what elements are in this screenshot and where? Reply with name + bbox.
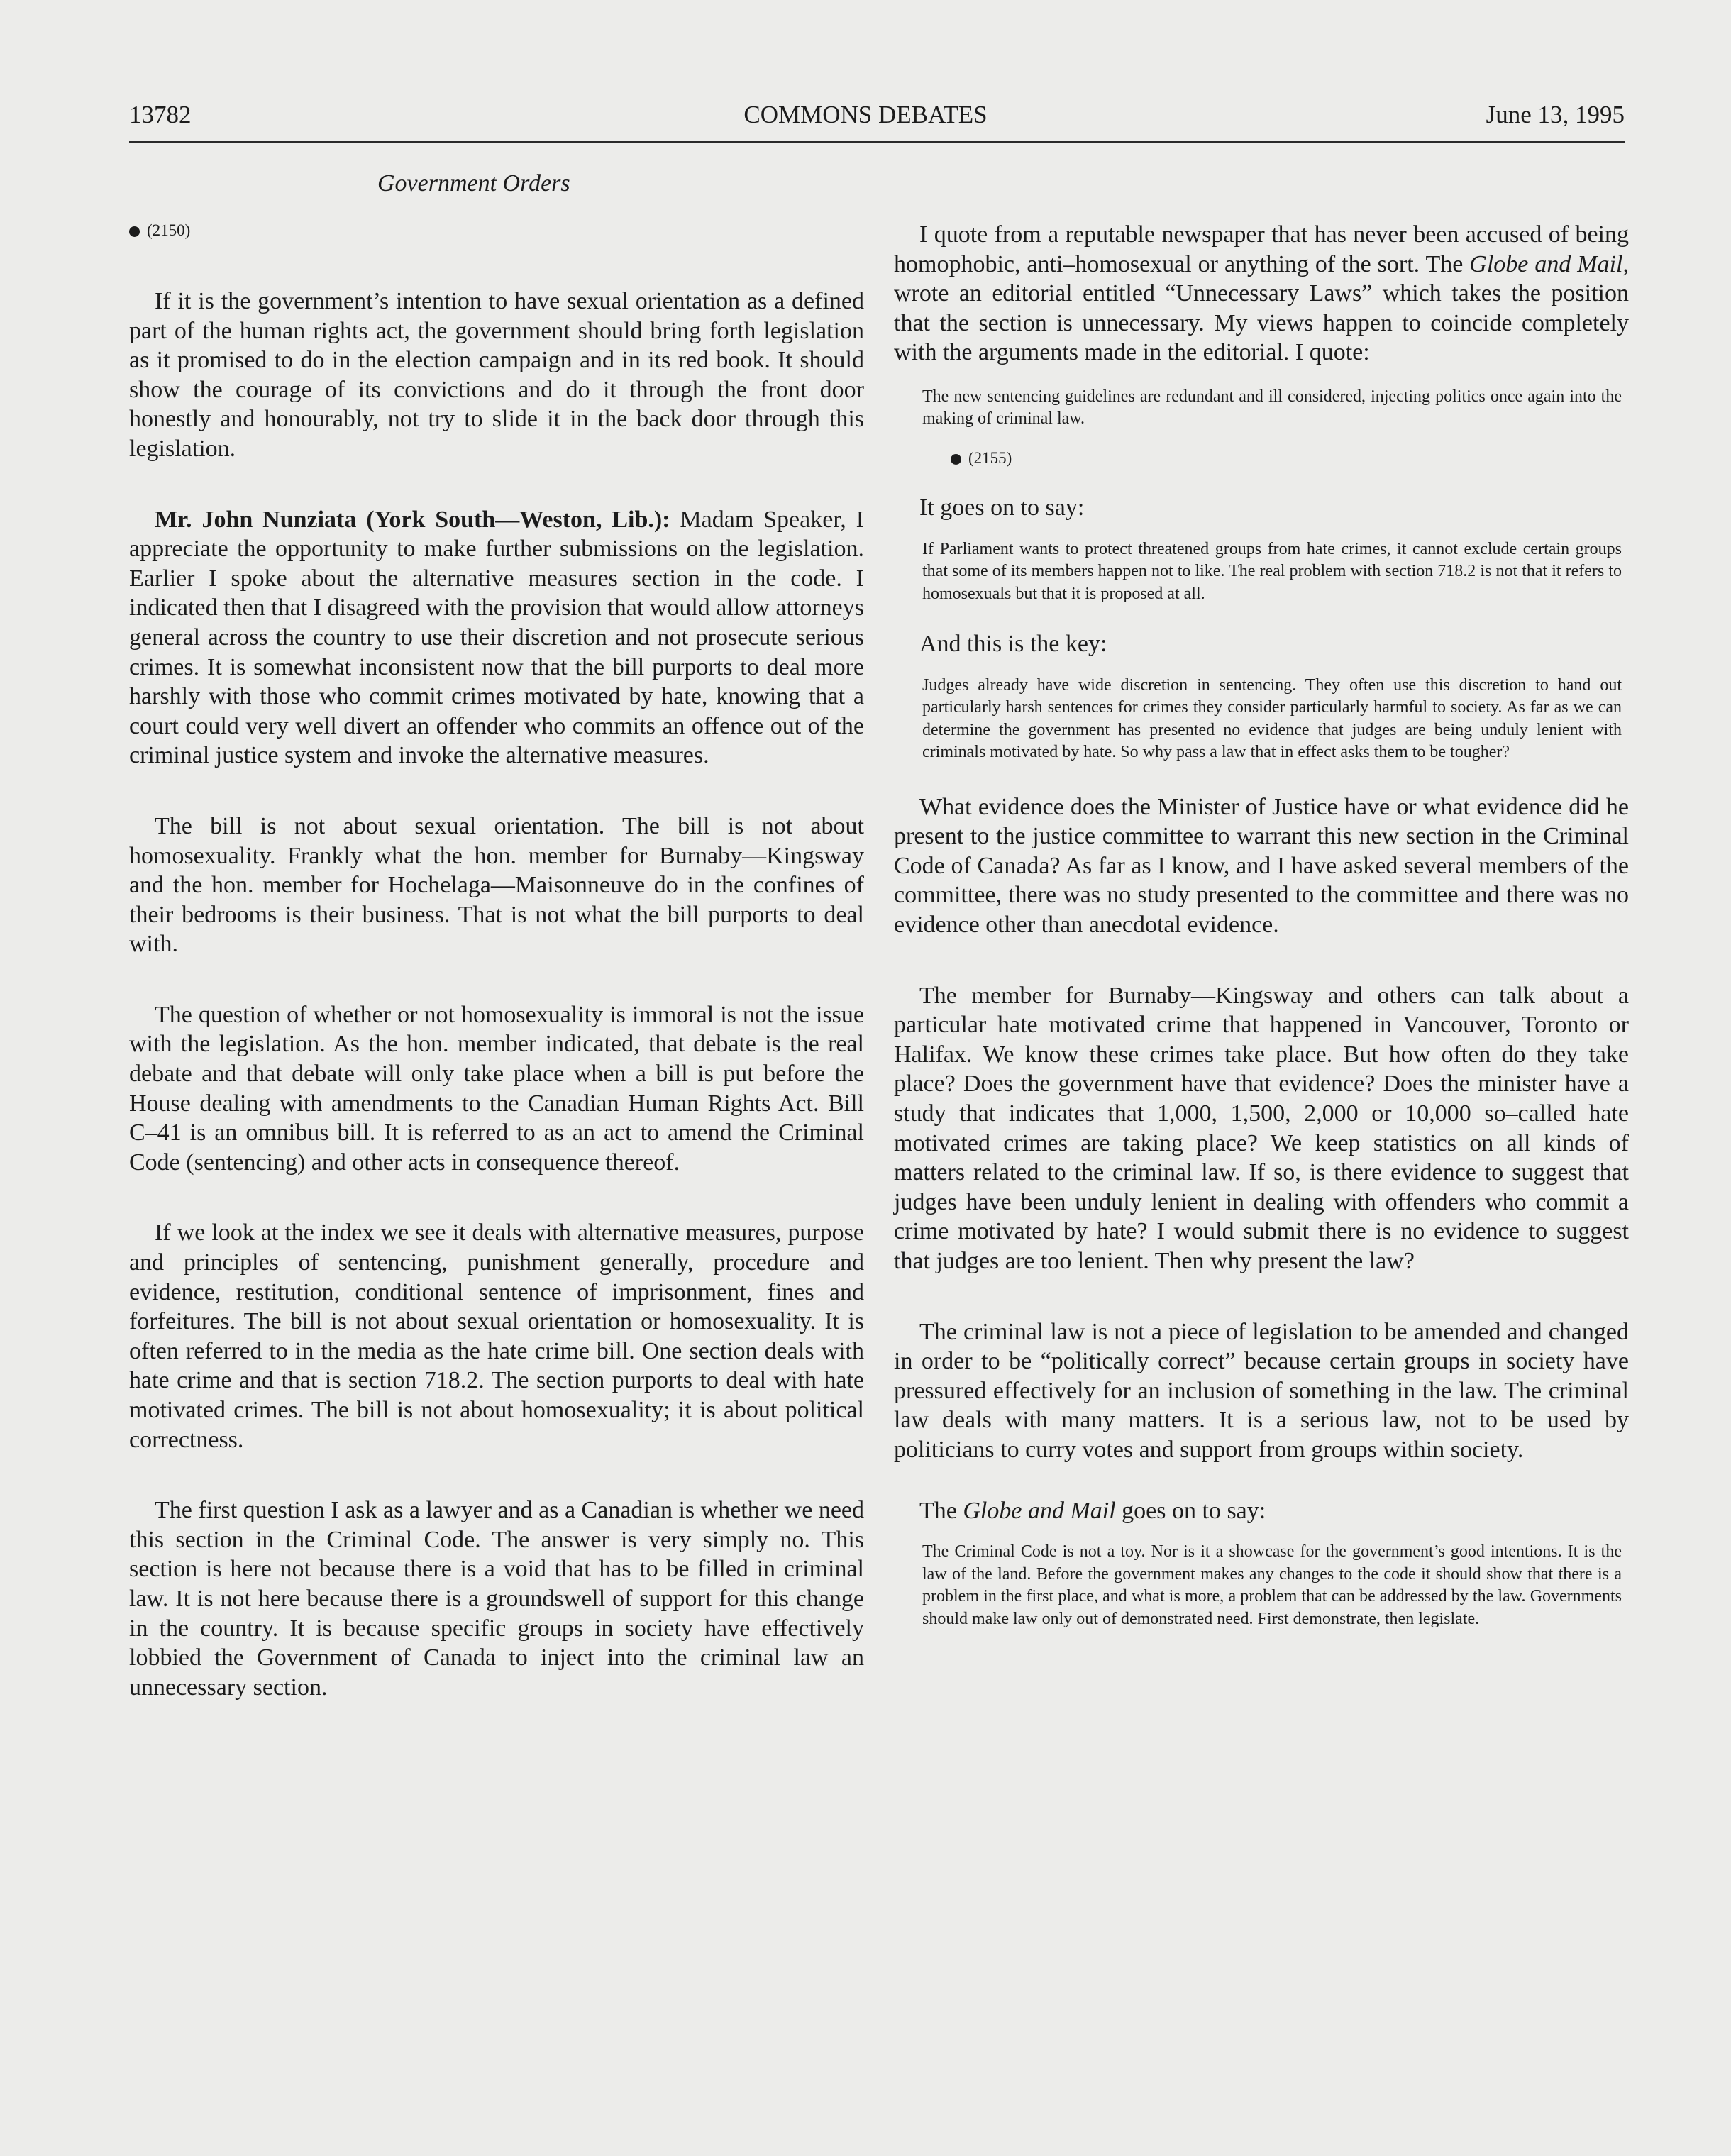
block-quote: If Parliament wants to protect threatened groups from hate crimes, it cannot exclude certain groups that some of its members happen not to like. The real problem with section 718.2 is not that it refers to homosexuals but that it is proposed at all. (922, 539, 1622, 603)
time-marker-2155 (951, 448, 1629, 469)
paragraph: The member for Burnaby—Kingsway and others can talk about a particular hate motivated crime that happened in Vancouver, Toronto or Halifax. We know these crimes take place. But how often do they take place? Does the government have that evidence? Does the minister have a study that indicates that 1,000, 1,500, 2,000 or 10,000 so–called hate motivated crimes are taking place? We keep statistics on all kinds of matters related to the criminal law. If so, is there evidence to suggest that judges have been unduly lenient in dealing with offenders who commit a crime motivated by hate? I would submit there is no evidence to suggest that judges are too lenient. Then why present the law? (894, 982, 1629, 1274)
block-quote: Judges already have wide discretion in sentencing. They often use this discretion to hand out particularly harsh sentences for crimes they consider particularly harmful to society. As far as we can determine the government has presented no evidence that judges are being unduly lenient with criminals motivated by hate. So why pass a law that in effect asks them to be tougher? (922, 675, 1622, 762)
paragraph: If we look at the index we see it deals with alternative measures, purpose and principles of sentencing, punishment generally, procedure and evidence, restitution, conditional sentence of imprisonment, fines and forfeitures. The bill is not about sexual orientation or homosexuality. It is often referred to in the media as the hate crime bill. One section deals with hate crime and that is section 718.2. The section purports to deal with hate motivated crimes. The bill is not about homosexuality; it is about political correctness. (129, 1220, 864, 1453)
text-run: goes on to say: (1115, 1497, 1266, 1524)
paragraph: The criminal law is not a piece of legislation to be amended and changed in order to be “politically correct” because certain groups in society have pressured effectively for an inclusion of something in the law. The criminal law deals with many matters. It is a serious law, not to be used by politicians to curry votes and support from groups within society. (894, 1318, 1629, 1463)
bullet-icon (951, 454, 961, 465)
speech-text: Madam Speaker, I appreciate the opportunity to make further submissions on the legislation. Earlier I spoke about the alternative measures section in the code. I indicated then that I disagreed with the provision that would allow attorneys general across the country to use their discretion and not prosecute serious crimes. It is somewhat inconsistent now that the bill purports to deal more harshly with those who commit crimes motivated by hate, knowing that a court could very well divert an offender who commits an offence out of the criminal justice system and invoke the alternative measures. (129, 506, 864, 769)
newspaper-name: Globe and Mail (963, 1497, 1116, 1524)
lead-in: It goes on to say: (919, 494, 1085, 521)
newspaper-name: Globe and Mail, (1469, 250, 1630, 277)
page-number: 13782 (129, 101, 192, 128)
paragraph: The first question I ask as a lawyer and as a Canadian is whether we need this section in the Criminal Code. The answer is very simply no. This section is here not because there is a void that has to be filled in criminal law. It is not here because there is a groundswell of support for this change in the country. It is because specific groups in society have effectively lobbied the Government of Canada to inject into the criminal law an unnecessary section. (129, 1497, 864, 1701)
lead-in: And this is the key: (919, 631, 1107, 658)
left-column (129, 220, 864, 1702)
header-rule (129, 141, 1625, 143)
section-title: Government Orders (377, 170, 570, 197)
block-quote: The Criminal Code is not a toy. Nor is it a showcase for the government’s good intentions. It is the law of the land. Before the government makes any changes to the code it should show that there is a problem in the first place, and what is more, a problem that can be addressed by the law. Governments should make law only out of demonstrated need. First demonstrate, then legislate. (922, 1542, 1622, 1628)
publication-title: COMMONS DEBATES (743, 101, 988, 128)
text-run: The (919, 1497, 963, 1524)
text-run: wrote an editorial entitled “Unnecessary Laws” which takes the position that the section is unnecessary. My views happen to coincide completely with the arguments made in the editorial. I quote: (894, 280, 1629, 366)
time-marker-2150 (129, 220, 864, 241)
text-run: I quote from a reputable newspaper that has never been accused of being homophobic, anti–homosexual or anything of the sort. The (894, 221, 1629, 277)
publication-title-wrap (0, 101, 1731, 129)
paragraph: What evidence does the Minister of Justice have or what evidence did he present to the justice committee to warrant this new section in the Criminal Code of Canada? As far as I know, and I have asked several members of the committee, there was no study presented to the committee and there was no evidence other than anecdotal evidence. (894, 793, 1629, 939)
lead-in (894, 1496, 1629, 1526)
paragraph-speaker (129, 505, 864, 770)
time-marker-label: (2155) (968, 448, 1012, 467)
paragraph: The question of whether or not homosexuality is immoral is not the issue with the legislation. As the hon. member indicated, that debate is the real debate and that debate will only take place when a bill is put before the House dealing with amendments to the Canadian Human Rights Act. Bill C–41 is an omnibus bill. It is referred to as an act to amend the Criminal Code (sentencing) and other acts in consequence thereof. (129, 1001, 864, 1176)
block-quote: The new sentencing guidelines are redundant and ill considered, injecting politics once again into the making of criminal law. (922, 387, 1622, 429)
publication-date: June 13, 1995 (1486, 101, 1625, 128)
paragraph: If it is the government’s intention to have sexual orientation as a defined part of the human rights act, the government should bring forth legislation as it promised to do in the election campaign and in its red book. It should show the courage of its convictions and do it through the front door honestly and honourably, not try to slide it in the back door through this legislation. (129, 288, 864, 462)
bullet-icon (129, 226, 140, 237)
speaker-name: Mr. John Nunziata (York South—Weston, Lib.): (155, 506, 670, 533)
time-marker-label: (2150) (147, 221, 191, 239)
paragraph (894, 220, 1629, 367)
right-column (894, 220, 1629, 1630)
paragraph: The bill is not about sexual orientation. The bill is not about homosexuality. Frankly what the hon. member for Burnaby—Kingsway and the hon. member for Hochelaga—Maisonneuve do in the confines of their bedrooms is their business. That is not what the bill purports to deal with. (129, 812, 864, 958)
